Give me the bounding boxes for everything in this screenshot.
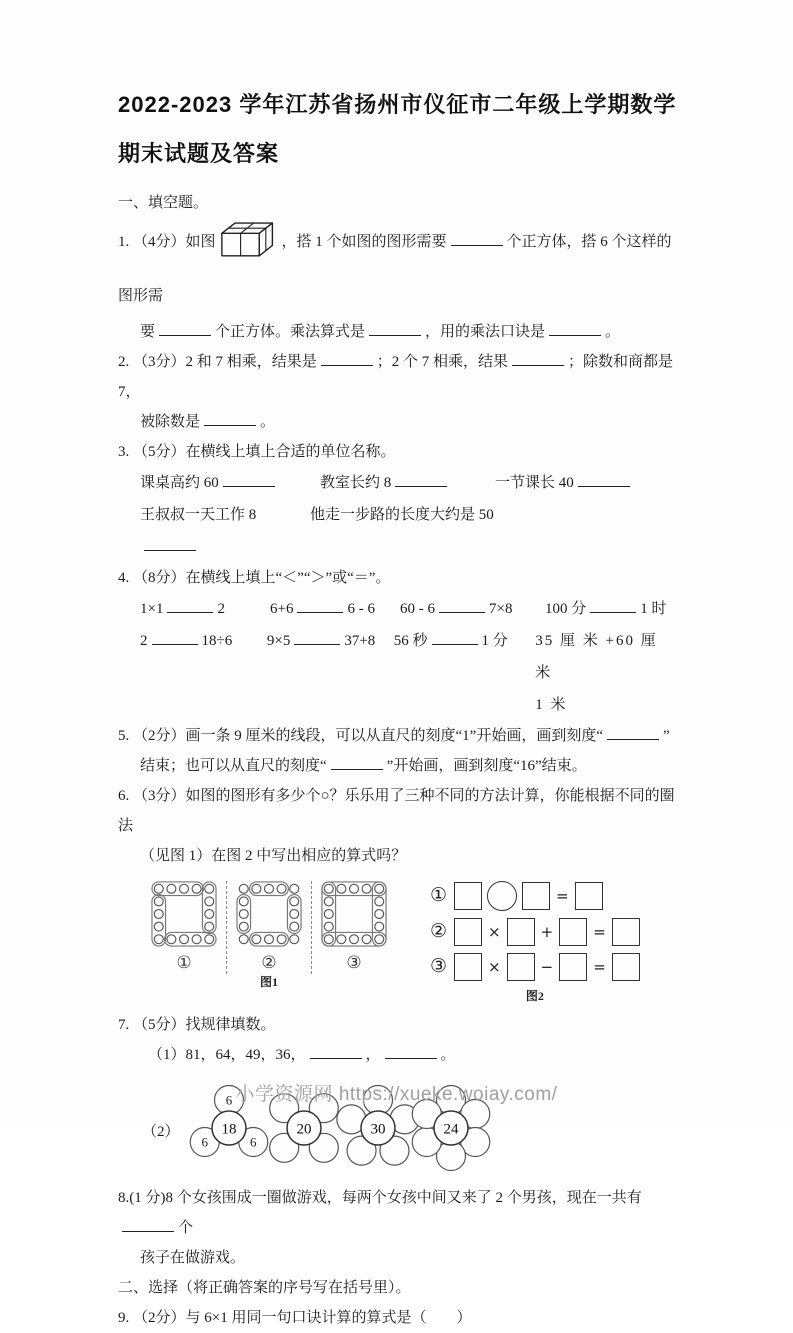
- answer-box: [454, 918, 482, 946]
- q3-text-run: 一节课长 40: [495, 475, 574, 491]
- answer-blank: [369, 322, 421, 336]
- section-choice-heading: [118, 1273, 677, 1303]
- section-choice-label: 二、选择（将正确答案的序号写在括号里）。: [118, 1280, 411, 1296]
- q4-text-run: 37+8: [344, 633, 376, 649]
- equation-row: [430, 953, 640, 981]
- svg-text:6: 6: [201, 1134, 208, 1150]
- answer-blank: [549, 322, 601, 336]
- page-title: 2022-2023 学年江苏省扬州市仪征市二年级上学期数学期末试题及答案: [118, 92, 677, 166]
- question-3-row-1: [140, 467, 677, 499]
- answer-blank: [294, 631, 340, 645]
- question-7-heading: [118, 1010, 677, 1040]
- question-1-line-1: [118, 218, 677, 317]
- figure-2: [430, 881, 640, 1004]
- answer-box: [454, 882, 482, 910]
- answer-blank: [223, 473, 275, 487]
- q2-text-run: 被除数是: [140, 414, 201, 430]
- question-7-sub-1: [148, 1040, 677, 1070]
- q4-text-run: 1×1: [140, 601, 164, 617]
- q8-text-run: 孩子在做游戏。: [140, 1250, 246, 1266]
- svg-text:6: 6: [249, 1134, 257, 1150]
- equation-row: [430, 918, 640, 946]
- question-2-line-1: [118, 347, 677, 407]
- question-8-line-2: [140, 1243, 677, 1273]
- question-3-row-2: [140, 499, 677, 563]
- answer-blank: [512, 352, 564, 366]
- figure1-panel-2: [227, 881, 312, 974]
- q3-text-run: 课桌高约 60: [140, 475, 219, 491]
- panel-label: ③: [346, 953, 362, 972]
- q3-text-run: 3. （5分）在横线上填上合适的单位名称。: [118, 444, 396, 460]
- answer-box: [559, 918, 587, 946]
- section-fill-label: 一、填空题。: [118, 195, 209, 211]
- q4-text-run: 7×8: [489, 601, 513, 617]
- q1-text-run: 个正方体，搭 6 个这样的图形需: [118, 234, 672, 304]
- operator-symbol: =: [556, 887, 569, 905]
- circle-ring-diagram: [151, 881, 217, 947]
- q4-text-run: 9×5: [266, 633, 291, 649]
- answer-blank: [451, 232, 503, 246]
- answer-blank: [204, 412, 256, 426]
- operator-symbol: =: [593, 923, 606, 941]
- q4-text-run: 35 厘 米 +60 厘 米: [535, 633, 658, 681]
- q4-text-run: 56 秒: [393, 633, 428, 649]
- q1-text-run: ，搭 1 个如图的图形需要: [281, 234, 447, 250]
- q5-text-run: ”开始画，画到刻度“16”结束。: [386, 758, 587, 774]
- q5-text-run: ”: [662, 728, 670, 744]
- q1-text-run: 1. （4分）如图: [118, 234, 216, 250]
- circle-ring-diagram: [321, 881, 387, 947]
- q2-text-run: ；除数和商都是 7，: [118, 354, 674, 400]
- answer-box: [522, 882, 550, 910]
- question-5-line-1: [118, 721, 677, 751]
- answer-blank: [310, 1045, 362, 1059]
- q7-text-run: （1）81，64，49，36，: [148, 1047, 306, 1063]
- question-5-line-2: [140, 751, 677, 781]
- q1-text-run: 。: [605, 324, 621, 340]
- q5-text-run: 结束；也可以从直尺的刻度“: [140, 758, 327, 774]
- q3-text-run: 教室长约 8: [320, 475, 392, 491]
- q4-text-run: 1 分: [481, 633, 508, 649]
- answer-blank: [297, 599, 343, 613]
- q4-text-run: 2: [140, 633, 148, 649]
- footer-site-link[interactable]: 小学资源网 https://xueke.woiay.com/: [235, 1084, 558, 1105]
- panel-label: ②: [261, 953, 277, 972]
- q4-text-run: 6 - 6: [347, 601, 375, 617]
- operator-circle: [487, 881, 517, 911]
- svg-text:6: 6: [225, 1092, 232, 1108]
- equation-row-label: ③: [430, 956, 448, 977]
- q1-text-run: ，用的乘法口诀是: [425, 324, 546, 340]
- q1-text-run: 个正方体。乘法算式是: [215, 324, 366, 340]
- figure-1: [142, 881, 396, 990]
- question-9: [118, 1303, 677, 1333]
- q4-text-run: 6+6: [270, 601, 294, 617]
- operator-symbol: +: [540, 923, 554, 941]
- q2-text-run: 2. （3分）2 和 7 相乘，结果是: [118, 354, 317, 370]
- question-1-line-2: [140, 317, 677, 347]
- cubes-figure-icon: [220, 218, 278, 275]
- circle-ring-diagram: [236, 881, 302, 947]
- question-6-figures: [142, 881, 677, 1004]
- svg-text:24: 24: [443, 1121, 459, 1138]
- question-4-row-2: [140, 625, 677, 721]
- q4-text-run: 100 分: [545, 601, 587, 617]
- answer-blank: [152, 631, 198, 645]
- question-6-line-2: [140, 841, 677, 871]
- answer-blank: [432, 631, 478, 645]
- section-fill-heading: [118, 188, 677, 218]
- answer-blank: [439, 599, 485, 613]
- q6-text-run: （见图 1）在图 2 中写出相应的算式吗？: [140, 848, 407, 864]
- question-2-line-2: [140, 407, 677, 437]
- svg-text:30: 30: [370, 1121, 386, 1138]
- q3-text-run: 王叔叔一天工作 8: [140, 507, 257, 523]
- operator-symbol: ×: [488, 958, 501, 976]
- question-4-row-1: [140, 593, 677, 625]
- q7-text-run: 7. （5分）找规律填数。: [118, 1017, 276, 1033]
- q7-text-run: 。: [440, 1047, 456, 1063]
- q8-text-run: 个: [178, 1220, 194, 1236]
- answer-box: [507, 953, 535, 981]
- answer-box: [612, 918, 640, 946]
- answer-blank: [607, 726, 659, 740]
- q4-text-run: 1 米: [535, 697, 568, 713]
- answer-blank: [321, 352, 373, 366]
- answer-blank: [167, 599, 213, 613]
- q6-text-run: 6. （3分）如图的图形有多少个○？乐乐用了三种不同的方法计算，你能根据不同的圈法: [118, 788, 675, 834]
- question-8-line-1: [118, 1183, 677, 1243]
- figure2-caption: 图2: [525, 989, 544, 1003]
- answer-blank: [578, 473, 630, 487]
- figure1-caption: 图1: [259, 975, 278, 989]
- q4-text-run: 4. （8分）在横线上填上“＜”“＞”或“＝”。: [118, 570, 391, 586]
- answer-box: [454, 953, 482, 981]
- q4-text-run: 1 时: [640, 601, 667, 617]
- answer-box: [559, 953, 587, 981]
- answer-box: [575, 882, 603, 910]
- operator-symbol: =: [593, 958, 606, 976]
- q7-text-run: ，: [365, 1047, 381, 1063]
- equation-row-label: ②: [430, 921, 448, 942]
- question-6-line-1: [118, 781, 677, 841]
- equation-row: [430, 881, 640, 911]
- question-3-heading: [118, 437, 677, 467]
- equation-row-label: ①: [430, 885, 448, 906]
- answer-box: [612, 953, 640, 981]
- panel-label: ①: [176, 953, 192, 972]
- q2-text-run: 。: [260, 414, 276, 430]
- svg-text:18: 18: [221, 1121, 237, 1138]
- q4-text-run: 2: [217, 601, 225, 617]
- q5-text-run: 5. （2分）画一条 9 厘米的线段，可以从直尺的刻度“1”开始画，画到刻度“: [118, 728, 603, 744]
- answer-blank: [385, 1045, 437, 1059]
- answer-blank: [331, 756, 383, 770]
- answer-blank: [590, 599, 636, 613]
- answer-blank: [395, 473, 447, 487]
- answer-box: [507, 918, 535, 946]
- svg-text:20: 20: [296, 1121, 312, 1138]
- answer-blank: [144, 537, 196, 551]
- q1-text-run: 要: [140, 324, 156, 340]
- q2-text-run: ；2 个 7 相乘，结果: [376, 354, 509, 370]
- answer-blank: [159, 322, 211, 336]
- q9-text-run: 9. （2分）与 6×1 用同一句口诀计算的算式是（ ）: [118, 1310, 472, 1326]
- q8-text-run: 8.(1 分)8 个女孩围成一圈做游戏，每两个女孩中间又来了 2 个男孩，现在一共有: [118, 1190, 642, 1206]
- figure1-panel-3: [312, 881, 396, 974]
- operator-symbol: −: [540, 958, 554, 976]
- operator-symbol: ×: [488, 923, 501, 941]
- answer-blank: [122, 1218, 174, 1232]
- q3-text-run: 他走一步路的长度大约是 50: [310, 507, 494, 523]
- question-4-heading: [118, 563, 677, 593]
- q4-text-run: 60 - 6: [400, 601, 435, 617]
- figure1-panel-1: [142, 881, 227, 974]
- q4-text-run: 18÷6: [201, 633, 233, 649]
- sub2-label: （2）: [142, 1124, 180, 1140]
